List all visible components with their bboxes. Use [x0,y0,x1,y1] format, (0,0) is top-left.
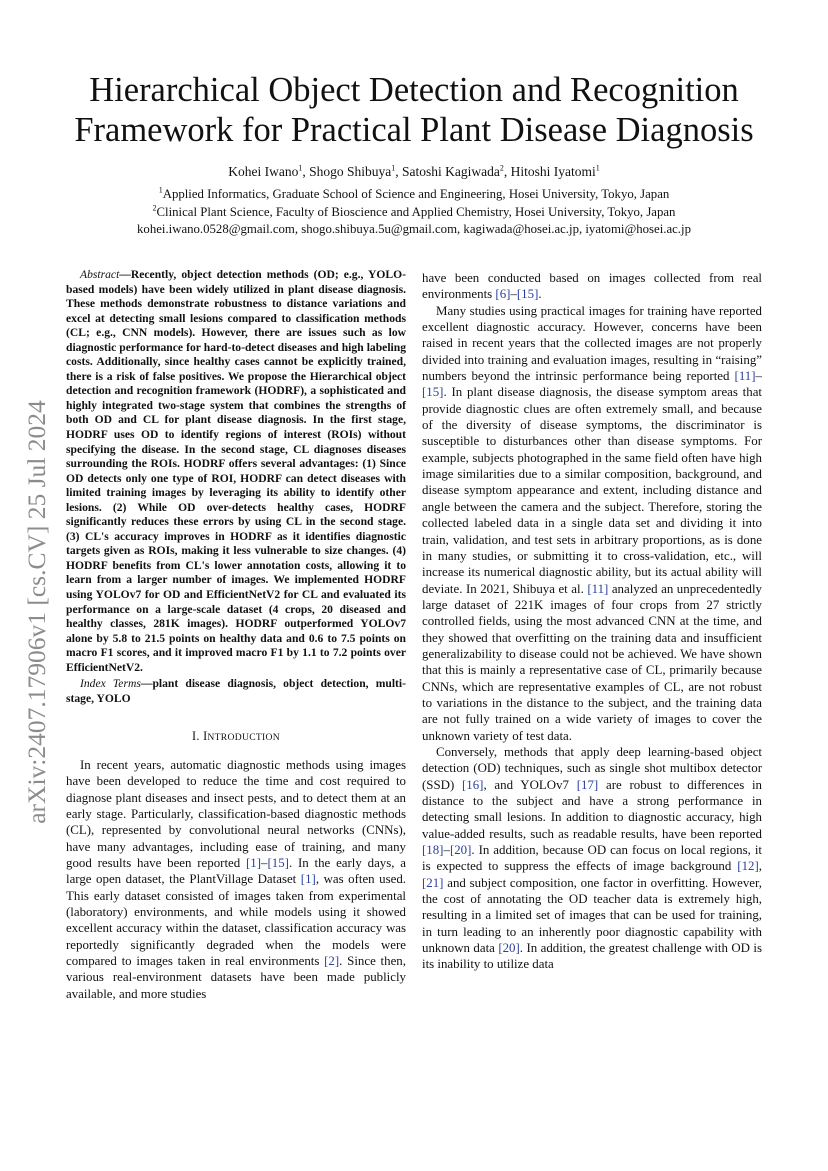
citation-link[interactable]: [6] [495,287,511,302]
affiliation-2: $^2$Clinical Plant Science, Faculty of Bioscience and Applied Chemistry, Hosei University, Tokyo, Japan [152,203,676,219]
affiliation-1-text: Applied Informatics, Graduate School of Science and Engineering, Hosei University, Tokyo, Japan [162,187,670,201]
intro-paragraph-3: Conversely, methods that apply deep learning-based object detection (OD) techniques, such as single shot multibox detector (SSD) [16], and YOLOv7 [17] are robust to differences in distance to the subject and have a strong performance in detecting small lesions. In addition to diagnostic accuracy, high value-added results, such as readable results, have been reported [18]–[20]. In addition, because OD can focus on local regions, it is expected to suppress the effects of image background [12], [21] and subject composition, one factor in overfitting. However, the cost of annotating the OD teacher data is extremely high, resulting in a limited set of images that can be used for training, in turn leading to an inherently poor diagnostic capability with unknown data [20]. In addition, the greatest challenge with OD is its inability to utilize data [422,744,762,972]
affiliation-2-text: Clinical Plant Science, Faculty of Bioscience and Applied Chemistry, Hosei University, Tokyo, Japan [156,205,676,219]
intro-paragraph-1: In recent years, automatic diagnostic methods using images have been developed to reduce the time and cost required to diagnose plant diseases and insect pests, and to detect them at an early stage. Particularly, classification-based diagnostic methods (CL), represented by convolutional neural networks (CNNs), have many advantages, including ease of training, and many good results have been reported [1]–[15]. In the early days, a large open dataset, the PlantVillage Dataset [1], was often used. This early dataset consisted of images taken from experimental (laboratory) environments, and while models using it showed excellent accuracy within the dataset, classification accuracy was reportedly significantly degraded when the models were compared to images taken in real environments [2]. Since then, various real-environment datasets have been made publicly available, and more studies [66,757,406,1001]
index-terms-text: —plant disease diagnosis, object detection, multi-stage, YOLO [66,677,406,705]
citation-link[interactable]: [16] [461,777,484,792]
intro-paragraph-1-continued: have been conducted based on images collected from real environments [6]–[15]. [422,271,762,302]
arxiv-identifier-stamp [20,372,54,852]
abstract-label: Abstract [80,268,120,281]
affiliation-mark: 1 [391,163,396,173]
citation-link[interactable]: [15] [267,855,289,870]
abstract-text: —Recently, object detection methods (OD; e.g., YOLO-based models) have been widely utilized in plant disease diagnosis. These methods demonstrate robustness to distance variations and excel at detecting small lesions compared to classification methods (CL; e.g., CNN models). However, there are issues such as low diagnostic performance for hard-to-detect diseases and high labeling costs. Additionally, since healthy cases cannot be explicitly trained, there is a risk of false positives. We propose the Hierarchical object detection and recognition framework (HODRF), a sophisticated and highly integrated two-stage system that combines the strengths of both OD and CL for plant disease diagnosis. In the first stage, HODRF uses OD to identify regions of interest (ROIs) without specifying the disease. In the second stage, CL diagnoses diseases surrounding the ROIs. HODRF offers several advantages: (1) Since OD detects only one type of ROI, HODRF can detect diseases with limited training images by leveraging its ability to identify other lesions. (2) While OD over-detects healthy cases, HODRF significantly reduces these errors by using CL in the second stage. (3) CL's accuracy improves in HODRF as it identifies diagnostic targets given as ROIs, making it less vulnerable to size changes. (4) HODRF benefits from CL's lower annotation costs, allowing it to learn from a larger number of images. We implemented HODRF using YOLOv7 for OD and EfficientNetV2 for CL and evaluated its performance on a large-scale dataset (4 crops, 20 diseased and healthy classes, 281K images). HODRF outperformed YOLOv7 alone by 5.8 to 21.5 points on healthy data and 0.6 to 7.5 points on macro F1 scores, and it improved macro F1 by 1.1 to 7.2 points over EfficientNetV2. [66,268,406,674]
affiliation-mark: 1 [298,163,303,173]
affiliation-mark: 2 [499,163,504,173]
citation-link[interactable]: [11] [734,369,756,384]
citation-link[interactable]: [15] [516,287,539,302]
paper-title: Hierarchical Object Detection and Recognition Framework for Practical Plant Disease Diagnosis [74,71,754,149]
citation-link[interactable]: [15] [422,385,444,400]
intro-paragraph-2: Many studies using practical images for training have reported excellent diagnostic accuracy. However, concerns have been raised in recent years that the collected images are not properly divided into training and evaluation images, resulting in “raising” numbers beyond the intrinsic performance being reported [11]–[15]. In plant disease diagnosis, the disease symptom areas that provide diagnostic clues are often extremely small, and because of the diversity of disease symptoms, the discriminator is susceptible to disturbances other than disease symptoms. For example, subjects photographed in the same field often have high image similarities due to a similar composition, background, and disease symptom appearance and extent, including distance and angle between the camera and the subject. Therefore, storing the collected labeled data in a single data set and dividing it into train, validation, and test sets in arbitrary proportions, as is done in many studies, or submitting it to cross-validation, etc., will increase its numerical diagnostic ability, but its actual ability will deviate. In 2021, Shibuya et al. [11] analyzed an unprecedentedly large dataset of 221K images of four crops from 27 strictly controlled fields, using the most advanced CNN at the time, and they showed that overfitting on the training data and insufficient generalizability to disease could not be achieved. We have shown that this is mainly a representative case of CL, primarily because CNNs, which are representative examples of CL, are not robust to variations in the distance to the subject, and the training data are not fully trained on a wide variety of images to cover the unknown variety of test data. [422,303,762,743]
citation-link[interactable]: [2] [324,953,340,968]
citation-link[interactable]: [11] [587,581,609,596]
author-list: Kohei Iwano$^1$, Shogo Shibuya$^1$, Satoshi Kagiwada$^2$, Hitoshi Iyatomi$^1$ [228,163,600,179]
index-terms-label: Index Terms [80,677,141,691]
author-name: Shogo Shibuya [309,164,392,179]
section-heading-introduction: I. INTRODUCTION [191,729,281,744]
left-column [66,268,406,1002]
citation-link[interactable]: [20] [498,941,520,956]
author-name: Hitoshi Iyatomi [510,164,596,179]
abstract [66,268,406,675]
citation-link[interactable]: [21] [422,875,444,890]
citation-link[interactable]: [12] [737,859,759,874]
citation-link[interactable]: [1] [246,855,262,870]
citation-link[interactable]: [17] [576,777,599,792]
right-column [422,270,762,973]
citation-link[interactable]: [20] [449,843,472,858]
affiliation-1: $^1$Applied Informatics, Graduate School of Science and Engineering, Hosei University, Tokyo, Japan [158,185,670,201]
citation-link[interactable]: [1] [300,872,316,887]
affiliation-mark: 1 [595,163,600,173]
arxiv-id-text: arXiv:2407.17906v1 [cs.CV] 25 Jul 2024 [22,400,51,824]
author-emails: kohei.iwano.0528@gmail.com, shogo.shibuya.5u@gmail.com, kagiwada@hosei.ac.jp, iyatomi@hosei.ac.jp [137,222,691,236]
citation-link[interactable]: [18] [422,843,444,858]
index-terms [66,677,406,706]
author-name: Satoshi Kagiwada [402,164,500,179]
author-name: Kohei Iwano [228,164,299,179]
